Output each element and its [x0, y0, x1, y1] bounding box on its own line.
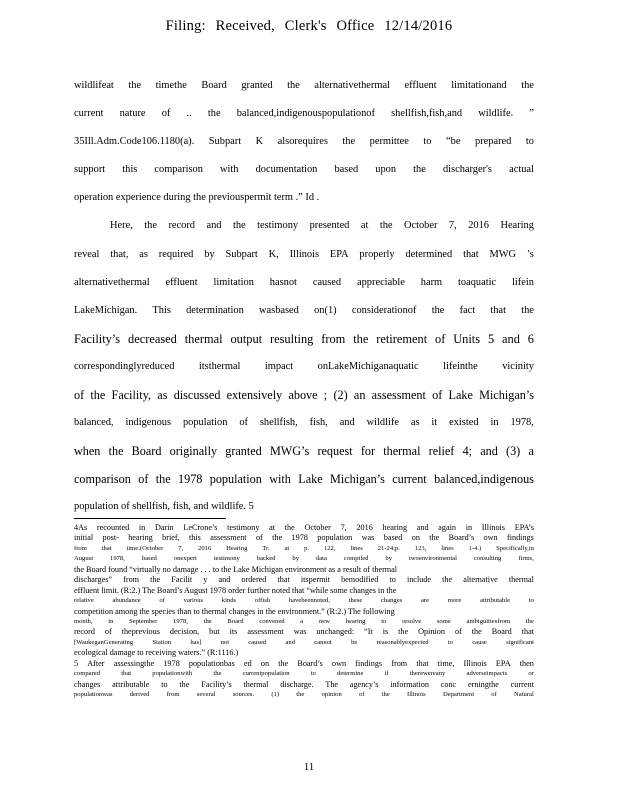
body-line: of the Facility, as discussed extensively above ; (2) an assessment of Lake Michigan’s: [74, 388, 534, 403]
footnote-line: record of theprevious decision, but its assessment was unchanged: “It is the Opinion of the Board that: [74, 627, 534, 637]
footnote-line: 4As recounted in Darin LeCrone’s testimony at the October 7, 2016 hearing and again in Illinois EPA’s: [74, 523, 534, 532]
footnote-line: effluent limit. (R:2.) The Board’s August 1978 order further noted that “while some changes in the: [74, 585, 397, 595]
body-line: Facility’s decreased thermal output resulting from the retirement of Units 5 and 6: [74, 331, 534, 346]
footnote-line: changes attributable to the Facility’s thermal discharge. The agency’s information conc erningthe current: [74, 679, 534, 689]
filing-header: Filing: Received, Clerk's Office 12/14/2016: [165, 18, 453, 34]
footnote-divider: [74, 518, 226, 519]
body-line: wildlifeat the timethe Board granted the alternativethermal effluent limitationand the: [74, 80, 534, 91]
footnote-line: 5 After assessingthe 1978 populationbas ed on the Board’s own findings from that time, Illinois EPA then: [74, 658, 534, 668]
footnote-line: competition among the species than to thermal changes in the environment.” (R:2.) The following: [74, 606, 395, 616]
footnote-line: from that time.(October 7, 2016 Hearing Tr. at p. 122, lines 21-24;p. 123, lines 1-4.) Specifically,in: [74, 544, 534, 552]
footnote-line: month, in September 1978, the Board convened a new hearing to resolve some ambiguitiesfrom the: [74, 617, 534, 625]
footnote-line: August 1978, based onexpert testimony backed by data compiled by twoenvironmental consulting firms,: [74, 555, 534, 563]
footnote-line: discharges” from the Facilit y and ordered that itspermit bemodified to include the alternative thermal: [74, 575, 534, 585]
body-line: correspondinglyreduced itsthermal impact onLakeMichiganaquatic lifeinthe vicinity: [74, 360, 534, 372]
body-line: current nature of .. the balanced,indigenouspopulationof shellfish,fish,and wildlife. ”: [74, 108, 534, 120]
page-number: 11: [303, 761, 315, 773]
footnote-line: ecological damage to receiving waters.” (R:1116.): [74, 648, 239, 658]
footnotes: [74, 523, 534, 700]
body-line: Here, the record and the testimony presented at the October 7, 2016 Hearing: [110, 220, 534, 232]
body-line: comparison of the 1978 population with Lake Michigan’s current balanced,indigenous: [74, 472, 534, 487]
body-line: population of shellfish, fish, and wildlife. 5: [74, 501, 254, 513]
body-line: operation experience during the previouspermit term .” Id .: [74, 192, 320, 204]
footnote-line: initial post- hearing brief, this assessment of the 1978 population was based on the Board’s own findings: [74, 533, 534, 543]
footnote-line: populationwas derived from several sources. (1) the opinion of the Illinois Department of Natural: [74, 691, 534, 698]
body-line: when the Board originally granted MWG’s request for thermal relief 4; and (3) a: [74, 444, 534, 459]
body-line: 35Ill.Adm.Code106.1180(a). Subpart K alsorequires the permittee to “be prepared to: [74, 136, 534, 148]
body-text: [74, 72, 534, 522]
footnote-line: [WaukeganGenerating Station has] not caused and cannot be reasonablyexpected to cause significant: [74, 638, 534, 646]
footnote-line: the Board found “virtually no damage . . . to the Lake Michigan environment as a result of thermal: [74, 564, 398, 574]
body-line: support this comparison with documentation based upon the discharger's actual: [74, 164, 534, 176]
body-line: alternativethermal effluent limitation hasnot caused appreciable harm toaquatic lifein: [74, 276, 534, 288]
footnote-line: compared that populationwith the currentpopulation to determine if therewereany adverseimpacts or: [74, 670, 534, 678]
body-line: reveal that, as required by Subpart K, Illinois EPA properly determined that MWG ’s: [74, 248, 534, 260]
body-line: balanced, indigenous population of shellfish, fish, and wildlife as it existed in 1978,: [74, 417, 534, 429]
footnote-line: relative abundance of various kinds offish havebeennoted, these changes are more attributable to: [74, 597, 534, 605]
body-line: LakeMichigan. This determination wasbased on(1) considerationof the fact that the: [74, 304, 534, 316]
